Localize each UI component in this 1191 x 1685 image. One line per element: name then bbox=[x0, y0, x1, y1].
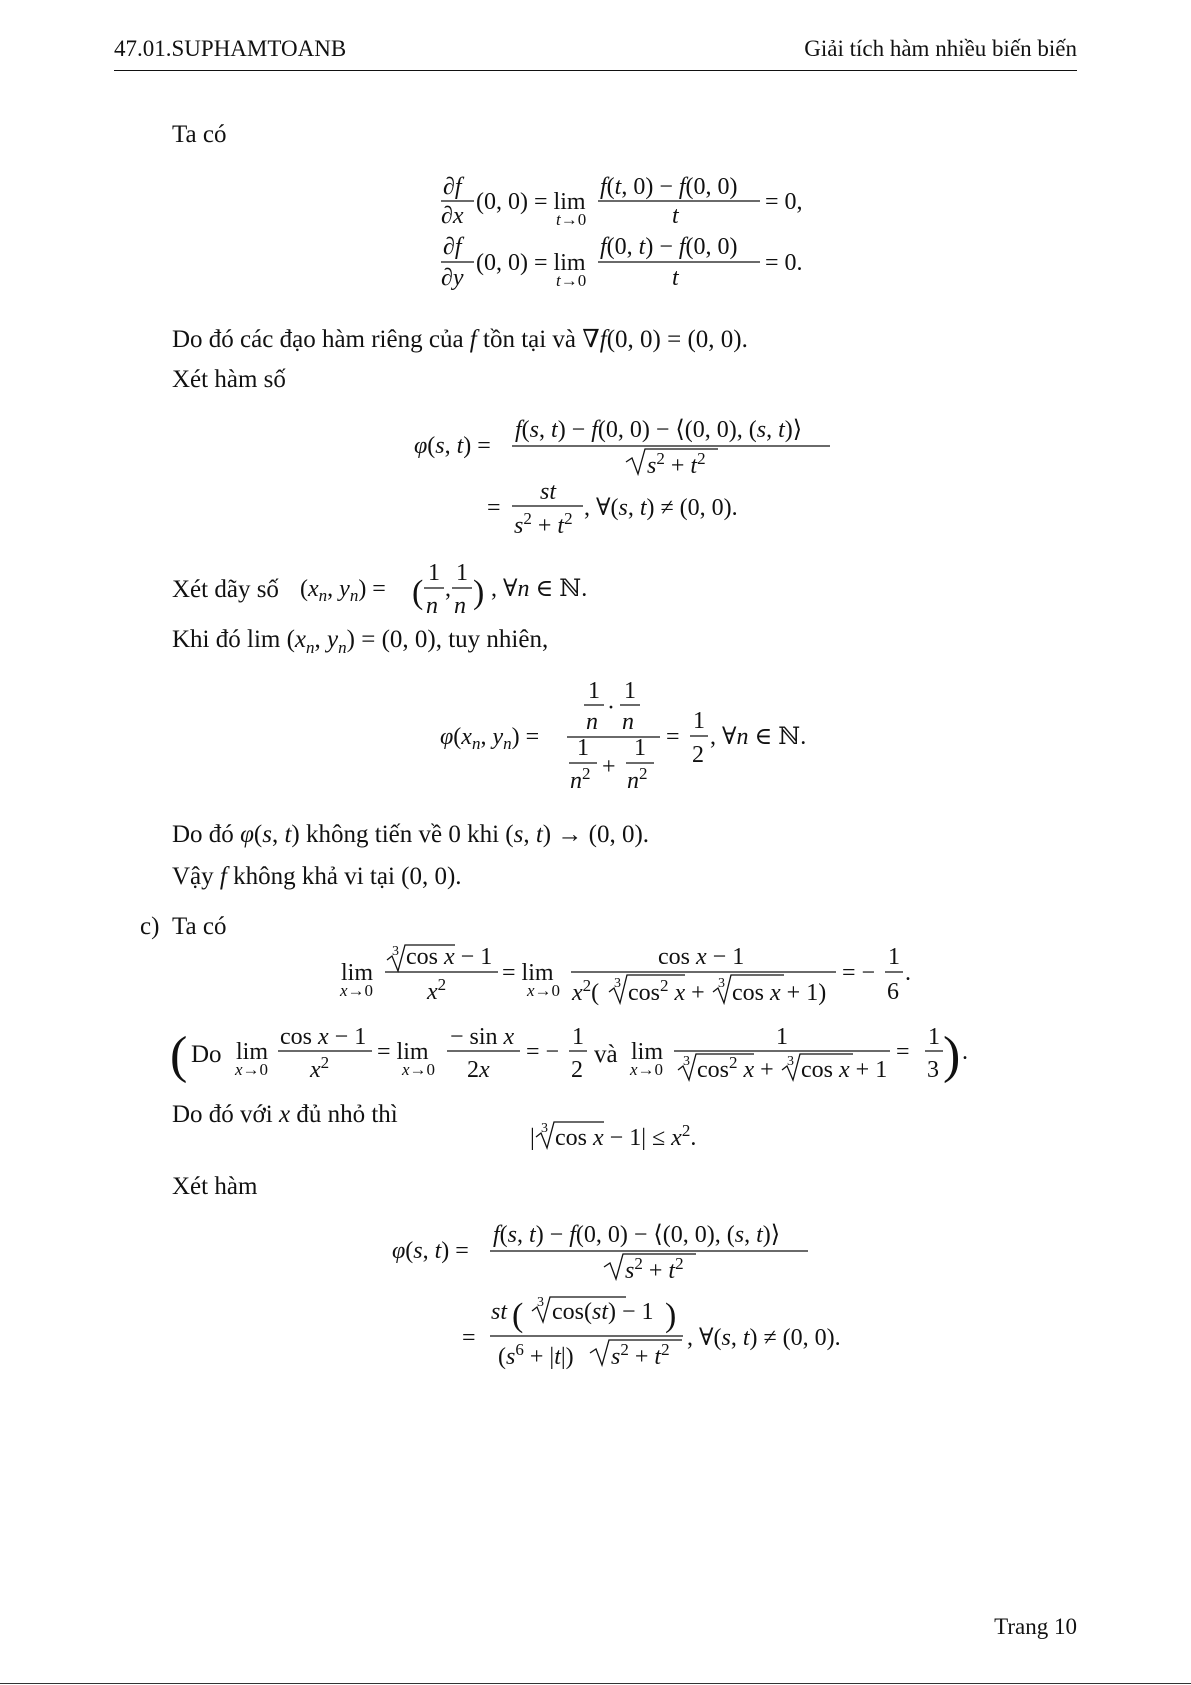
svg-text:∂y: ∂y bbox=[441, 265, 464, 291]
paragraph-vay: Vậy f không khả vi tại (0, 0). bbox=[172, 863, 462, 890]
svg-text:n2: $n^2$ bbox=[570, 764, 591, 794]
svg-text:1: 1 bbox=[634, 735, 646, 761]
text-fragment: đủ nhỏ thì bbox=[290, 1101, 398, 1128]
do-label: Do bbox=[191, 1041, 222, 1068]
svg-text:t→0: t→0 bbox=[556, 271, 587, 290]
svg-text:1: 1 bbox=[588, 678, 600, 704]
svg-text:): ) bbox=[943, 1027, 961, 1084]
svg-text:cos2 x +: $\cos^2 x$ + bbox=[628, 976, 705, 1006]
svg-text:2x: 2x bbox=[467, 1057, 490, 1083]
svg-text:φ(s, t) =: φ(s, t) = bbox=[414, 433, 491, 459]
svg-text:1: 1 bbox=[572, 1024, 584, 1050]
paragraph-ta-co: Ta có bbox=[172, 121, 227, 148]
svg-text:(xn, yn) =: ($x_n$, $y_n$) = bbox=[300, 576, 386, 605]
svg-text:1: 1 bbox=[456, 560, 468, 586]
svg-text:s2 + t2: $s^2 + t^2$ bbox=[647, 449, 706, 479]
svg-text:x→0: x→0 bbox=[630, 1060, 664, 1079]
svg-text:= −: = − bbox=[526, 1039, 560, 1065]
svg-text:1: 1 bbox=[693, 708, 705, 734]
svg-text:,: , bbox=[445, 576, 451, 602]
va-label: và bbox=[594, 1041, 618, 1068]
svg-text:(s6 + |t|): $(s^6 + |t|)$ bbox=[498, 1340, 574, 1370]
svg-text:2: 2 bbox=[692, 742, 704, 768]
svg-text:x2: $x^2$ bbox=[427, 975, 447, 1005]
svg-text:x2: $x^2$ bbox=[310, 1053, 330, 1083]
svg-text:f(t, 0) − f(0, 0): f(t, 0) − f(0, 0) bbox=[600, 174, 738, 200]
svg-text:s2 + t2: $s^2 + t^2$ bbox=[625, 1254, 684, 1284]
svg-text:cos(st) − 1: cos(st) − 1 bbox=[552, 1299, 654, 1325]
text-fragment: Khi đó lim ( bbox=[172, 626, 295, 653]
svg-text:= 0,: = 0, bbox=[765, 189, 803, 215]
text-fragment: không khả vi tại (0, 0). bbox=[226, 863, 462, 890]
svg-text:lim: lim bbox=[631, 1039, 664, 1065]
svg-text:= −: = − bbox=[842, 960, 876, 986]
svg-text:n: n bbox=[426, 593, 438, 619]
svg-text:(: ( bbox=[170, 1027, 188, 1084]
svg-text:, ∀(s, t) ≠ (0, 0).: , ∀(s, t) ≠ (0, 0). bbox=[687, 1325, 841, 1351]
svg-text:2: 2 bbox=[571, 1057, 583, 1083]
svg-text:(0, 0) = lim: (0, 0) = lim bbox=[476, 250, 586, 276]
svg-text:): ) bbox=[665, 1297, 677, 1334]
svg-text:φ(xn, yn) =: $\varphi(x_n$, $y_n$) = bbox=[440, 724, 540, 753]
svg-text:t→0: t→0 bbox=[556, 210, 587, 229]
text-fragment: Vậy bbox=[172, 863, 220, 890]
text-fragment: không tiến về 0 khi bbox=[299, 821, 506, 848]
svg-text:, ∀(s, t) ≠ (0, 0).: , ∀(s, t) ≠ (0, 0). bbox=[584, 495, 738, 521]
svg-text:3: 3 bbox=[927, 1057, 939, 1083]
text-fragment: → (0, 0). bbox=[551, 821, 650, 848]
paragraph-khi-do: Khi đó $\lim (x_n$, $y_n) = (0$, 0), tuy nhiên, bbox=[172, 626, 549, 657]
svg-text:1: 1 bbox=[624, 678, 636, 704]
svg-text:x→0: x→0 bbox=[340, 981, 374, 1000]
text-fragment: ) = (0, 0), tuy nhiên, bbox=[346, 626, 549, 653]
svg-text:f(s, t) − f(0, 0) − ⟨(0, 0), (: f(s, t) − f(0, 0) − ⟨(0, 0), (s, t)⟩ bbox=[515, 417, 803, 443]
svg-text:= lim: = lim bbox=[502, 960, 554, 986]
svg-text:x→0: x→0 bbox=[235, 1060, 269, 1079]
svg-text:cos x + 1): cos x + 1) bbox=[732, 980, 827, 1006]
svg-text:=: = bbox=[487, 495, 501, 521]
svg-text:1: 1 bbox=[928, 1024, 940, 1050]
svg-text:=: = bbox=[666, 724, 680, 750]
paragraph-do-do-2: Do đó φ(s, t) không tiến về 0 khi (s, t) → (0, 0). bbox=[172, 821, 650, 848]
svg-text:x→0: x→0 bbox=[527, 981, 561, 1000]
svg-text:φ(s, t) =: φ(s, t) = bbox=[392, 1238, 469, 1264]
svg-text:3: 3 bbox=[537, 1295, 544, 1310]
svg-text:cos x − 1: cos x − 1 bbox=[658, 944, 745, 970]
item-c-label: c) bbox=[140, 913, 160, 940]
paragraph-xet-ham: Xét hàm bbox=[172, 1173, 258, 1200]
paragraph-ta-co-2: Ta có bbox=[172, 913, 227, 940]
svg-text:+: + bbox=[602, 754, 616, 780]
svg-text:cos x − 1: cos x − 1 bbox=[280, 1024, 367, 1050]
svg-text:=: = bbox=[896, 1039, 910, 1065]
svg-text:.: . bbox=[905, 960, 911, 986]
svg-text:(0, 0) = lim: (0, 0) = lim bbox=[476, 189, 586, 215]
bottom-rule bbox=[0, 1683, 1191, 1684]
text-fragment: Do đó bbox=[172, 821, 241, 848]
svg-text:x→0: x→0 bbox=[402, 1060, 436, 1079]
svg-text:3: 3 bbox=[541, 1121, 548, 1136]
text-fragment: (0, 0) = (0, 0). bbox=[606, 326, 748, 353]
paragraph-xet-day-so: Xét dãy số bbox=[172, 576, 279, 603]
svg-text:s2 + t2: $s^2 + t^2$ bbox=[514, 509, 573, 539]
svg-text:− sin x: − sin x bbox=[450, 1024, 515, 1050]
svg-text:1: 1 bbox=[428, 560, 440, 586]
svg-text:1: 1 bbox=[577, 735, 589, 761]
svg-text:s2 + t2: $s^2 + t^2$ bbox=[611, 1340, 670, 1370]
text-fragment: tồn tại và ∇ bbox=[476, 326, 600, 353]
svg-text:1: 1 bbox=[776, 1024, 788, 1050]
svg-text:n: n bbox=[622, 709, 634, 735]
svg-text:cos x − 1: cos x − 1 bbox=[406, 944, 493, 970]
page-number: Trang 10 bbox=[994, 1614, 1077, 1639]
svg-text:∂x: ∂x bbox=[441, 203, 464, 229]
svg-text:3: 3 bbox=[718, 976, 725, 991]
svg-text:3: 3 bbox=[683, 1054, 690, 1069]
svg-text:): ) bbox=[473, 574, 485, 611]
svg-text:∂f: ∂f bbox=[443, 174, 462, 200]
text-fragment: Do đó với bbox=[172, 1101, 279, 1128]
svg-text:cos x − 1| ≤ x2.: $\cos x - 1| \le x^2$. bbox=[555, 1121, 697, 1151]
svg-text:6: 6 bbox=[887, 979, 899, 1005]
text-fragment: Do đó các đạo hàm riêng của bbox=[172, 326, 470, 353]
paragraph-do-do-1: Do đó các đạo hàm riêng của f tồn tại và ∇f(0, 0) = (0, 0). bbox=[172, 326, 748, 353]
svg-text:= lim: = lim bbox=[377, 1039, 429, 1065]
svg-text:, ∀n ∈ ℕ.: , ∀n ∈ ℕ. bbox=[491, 576, 588, 602]
svg-text:x2(: $x^2$( bbox=[572, 976, 600, 1006]
svg-text:(: ( bbox=[512, 1297, 524, 1334]
svg-text:3: 3 bbox=[614, 976, 621, 991]
svg-text:st: st bbox=[540, 479, 557, 505]
svg-text:st: st bbox=[491, 1299, 508, 1325]
svg-text:∂f: ∂f bbox=[443, 234, 462, 260]
svg-text:1: 1 bbox=[888, 944, 900, 970]
header-course-code: 47.01.SUPHAMTOANB bbox=[114, 36, 347, 61]
svg-text:lim: lim bbox=[236, 1039, 269, 1065]
svg-text:3: 3 bbox=[392, 944, 399, 959]
svg-text:(: ( bbox=[412, 574, 424, 611]
svg-text:·: · bbox=[607, 695, 615, 721]
svg-text:n: n bbox=[586, 709, 598, 735]
svg-text:= 0.: = 0. bbox=[765, 250, 803, 276]
svg-text:n2: $n^2$ bbox=[627, 764, 648, 794]
svg-text:cos2 x +: $\cos^2 x$ + bbox=[697, 1053, 774, 1083]
svg-text:lim: lim bbox=[341, 960, 374, 986]
svg-text:3: 3 bbox=[787, 1054, 794, 1069]
svg-text:n: n bbox=[454, 593, 466, 619]
svg-text:f(0, t) − f(0, 0): f(0, t) − f(0, 0) bbox=[600, 234, 738, 260]
svg-text:cos x + 1: cos x + 1 bbox=[801, 1057, 888, 1083]
header-title: Giải tích hàm nhiều biến biến bbox=[804, 36, 1077, 61]
svg-text:f(s, t) − f(0, 0) − ⟨(0, 0), (: f(s, t) − f(0, 0) − ⟨(0, 0), (s, t)⟩ bbox=[493, 1222, 781, 1248]
paragraph-xet-ham-so: Xét hàm số bbox=[172, 366, 286, 393]
svg-text:t: t bbox=[672, 265, 679, 291]
svg-text:, ∀n ∈ ℕ.: , ∀n ∈ ℕ. bbox=[710, 724, 807, 750]
svg-text:=: = bbox=[462, 1325, 476, 1351]
svg-text:|: | bbox=[530, 1125, 535, 1151]
svg-text:t: t bbox=[672, 203, 679, 229]
svg-text:.: . bbox=[962, 1039, 968, 1065]
paragraph-do-do-3: Do đó với x đủ nhỏ thì bbox=[172, 1101, 398, 1128]
